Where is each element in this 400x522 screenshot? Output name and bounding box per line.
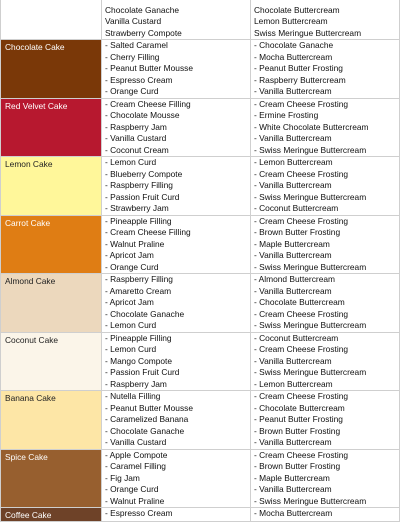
cake-name-cell: Red Velvet Cake [1, 99, 102, 157]
list-item: - Walnut Praline [105, 495, 165, 506]
table-row [1, 333, 399, 392]
frostings-cell [251, 450, 399, 508]
list-item: - Vanilla Buttercream [254, 133, 332, 143]
table-row [1, 99, 399, 158]
list-item: - Vanilla Buttercream [254, 355, 332, 366]
fillings-cell [102, 0, 251, 39]
list-item: - Caramel Filling [105, 461, 166, 471]
list-item: - Brown Butter Frosting [254, 425, 341, 436]
list-item: - Swiss Meringue Buttercream [254, 495, 367, 506]
list-item: - Cream Cheese Frosting [254, 449, 349, 460]
cake-name-cell: Chocolate Cake [1, 40, 102, 98]
list-item: - Cherry Filling [105, 51, 160, 62]
list-item: - Chocolate Ganache [105, 308, 185, 319]
fillings-cell [102, 40, 251, 98]
list-item: Chocolate Buttercream [254, 4, 340, 15]
list-item: - Apricot Jam [105, 297, 154, 307]
list-item: - Vanilla Buttercream [254, 484, 332, 494]
list-item: - Blueberry Compote [105, 168, 183, 179]
cake-name-cell: Coffee Cake [1, 508, 102, 521]
list-item: - Cream Cheese Filling [105, 227, 191, 237]
list-item: - Vanilla Buttercream [254, 250, 332, 260]
list-item: - Cream Cheese Frosting [254, 168, 349, 179]
frostings-cell [251, 333, 399, 391]
frostings-cell [251, 216, 399, 274]
list-item: - Swiss Meringue Buttercream [254, 320, 367, 330]
list-item: - Walnut Praline [105, 238, 165, 249]
list-item: - Chocolate Ganache [254, 40, 334, 50]
list-item: Swiss Meringue Buttercream [254, 27, 362, 38]
list-item: - Coconut Cream [105, 144, 169, 155]
list-item: - Salted Caramel [105, 40, 168, 50]
list-item: Chocolate Ganache [105, 4, 180, 15]
list-item: - Brown Butter Frosting [254, 461, 341, 471]
list-item: - Swiss Meringue Buttercream [254, 191, 367, 202]
frostings-cell [251, 508, 399, 521]
list-item: - Passion Fruit Curd [105, 191, 180, 202]
list-item: - Ermine Frosting [254, 110, 319, 120]
list-item: - Chocolate Buttercream [254, 402, 345, 413]
list-item: - Swiss Meringue Buttercream [254, 261, 367, 272]
list-item: Strawberry Compote [105, 27, 182, 38]
list-item: - Chocolate Buttercream [254, 297, 345, 307]
cake-name-cell: Carrot Cake [1, 216, 102, 274]
list-item: - Orange Curd [105, 86, 159, 96]
list-item: - Vanilla Buttercream [254, 437, 332, 447]
list-item: - Raspberry Filling [105, 274, 173, 284]
list-item: - Brown Butter Frosting [254, 227, 341, 237]
list-item: - Cream Cheese Frosting [254, 308, 349, 319]
frostings-cell [251, 157, 399, 215]
list-item: - Orange Curd [105, 484, 159, 494]
table-row [1, 216, 399, 275]
list-item: - Espresso Cream [105, 74, 173, 85]
list-item: - Maple Buttercream [254, 238, 330, 249]
list-item: - Vanilla Buttercream [254, 285, 332, 296]
list-item: - Mocha Buttercream [254, 508, 333, 518]
list-item: - Swiss Meringue Buttercream [254, 367, 367, 377]
table-row [1, 0, 399, 40]
fillings-cell [102, 157, 251, 215]
frostings-cell [251, 0, 399, 39]
list-item: Lemon Buttercream [254, 16, 328, 26]
list-item: - Lemon Curd [105, 320, 157, 330]
list-item: - Raspberry Jam [105, 121, 167, 132]
list-item: - Coconut Buttercream [254, 203, 339, 213]
list-item: - Vanilla Custard [105, 437, 167, 447]
list-item: - White Chocolate Buttercream [254, 121, 369, 132]
frostings-cell [251, 99, 399, 157]
fillings-cell [102, 333, 251, 391]
list-item: - Raspberry Buttercream [254, 74, 346, 85]
list-item: - Lemon Curd [105, 157, 157, 167]
list-item: - Cream Cheese Frosting [254, 98, 349, 109]
list-item: - Passion Fruit Curd [105, 367, 180, 377]
list-item: - Cream Cheese Frosting [254, 391, 349, 401]
list-item: Vanilla Custard [105, 16, 162, 26]
cake-name-cell: Banana Cake [1, 391, 102, 449]
list-item: - Cream Cheese Frosting [254, 344, 349, 354]
list-item: - Strawberry Jam [105, 203, 169, 213]
cake-name-cell: Lemon Cake [1, 157, 102, 215]
fillings-cell [102, 216, 251, 274]
list-item: - Lemon Buttercream [254, 378, 333, 389]
list-item: - Coconut Buttercream [254, 332, 339, 343]
table-row [1, 508, 399, 522]
list-item: - Apple Compote [105, 449, 168, 460]
cake-name-cell: Spice Cake [1, 450, 102, 508]
list-item: - Raspberry Jam [105, 378, 167, 389]
fillings-cell [102, 450, 251, 508]
table-row [1, 274, 399, 333]
list-item: - Amaretto Cream [105, 285, 172, 296]
cake-name-cell [1, 0, 102, 39]
list-item: - Peanut Butter Mousse [105, 402, 193, 413]
list-item: - Mocha Buttercream [254, 51, 333, 62]
list-item: - Apricot Jam [105, 250, 154, 260]
table-row [1, 157, 399, 216]
list-item: - Chocolate Mousse [105, 110, 180, 120]
list-item: - Maple Buttercream [254, 472, 330, 483]
frostings-cell [251, 274, 399, 332]
list-item: - Cream Cheese Filling [105, 98, 191, 109]
list-item: - Vanilla Buttercream [254, 180, 332, 190]
fillings-cell [102, 274, 251, 332]
list-item: - Vanilla Buttercream [254, 86, 332, 96]
list-item: - Fig Jam [105, 472, 140, 483]
table-row [1, 450, 399, 509]
list-item: - Vanilla Custard [105, 133, 167, 143]
list-item: - Espresso Cream [105, 508, 173, 518]
list-item: - Raspberry Filling [105, 180, 173, 190]
fillings-cell [102, 508, 251, 521]
list-item: - Almond Buttercream [254, 274, 335, 284]
list-item: - Peanut Butter Mousse [105, 63, 193, 73]
list-item: - Mango Compote [105, 355, 173, 366]
list-item: - Lemon Buttercream [254, 157, 333, 167]
list-item: - Pineapple Filling [105, 332, 172, 343]
list-item: - Chocolate Ganache [105, 425, 185, 436]
list-item: - Lemon Curd [105, 344, 157, 354]
list-item: - Caramelized Banana [105, 414, 189, 424]
cake-name-cell: Coconut Cake [1, 333, 102, 391]
list-item: - Nutella Filling [105, 391, 161, 401]
list-item: - Peanut Butter Frosting [254, 414, 343, 424]
fillings-cell [102, 99, 251, 157]
frostings-cell [251, 40, 399, 98]
table-row [1, 40, 399, 99]
cake-name-cell: Almond Cake [1, 274, 102, 332]
list-item: - Cream Cheese Frosting [254, 215, 349, 226]
list-item: - Peanut Butter Frosting [254, 63, 343, 73]
list-item: - Pineapple Filling [105, 215, 172, 226]
list-item: - Orange Curd [105, 261, 159, 272]
list-item: - Swiss Meringue Buttercream [254, 144, 367, 155]
